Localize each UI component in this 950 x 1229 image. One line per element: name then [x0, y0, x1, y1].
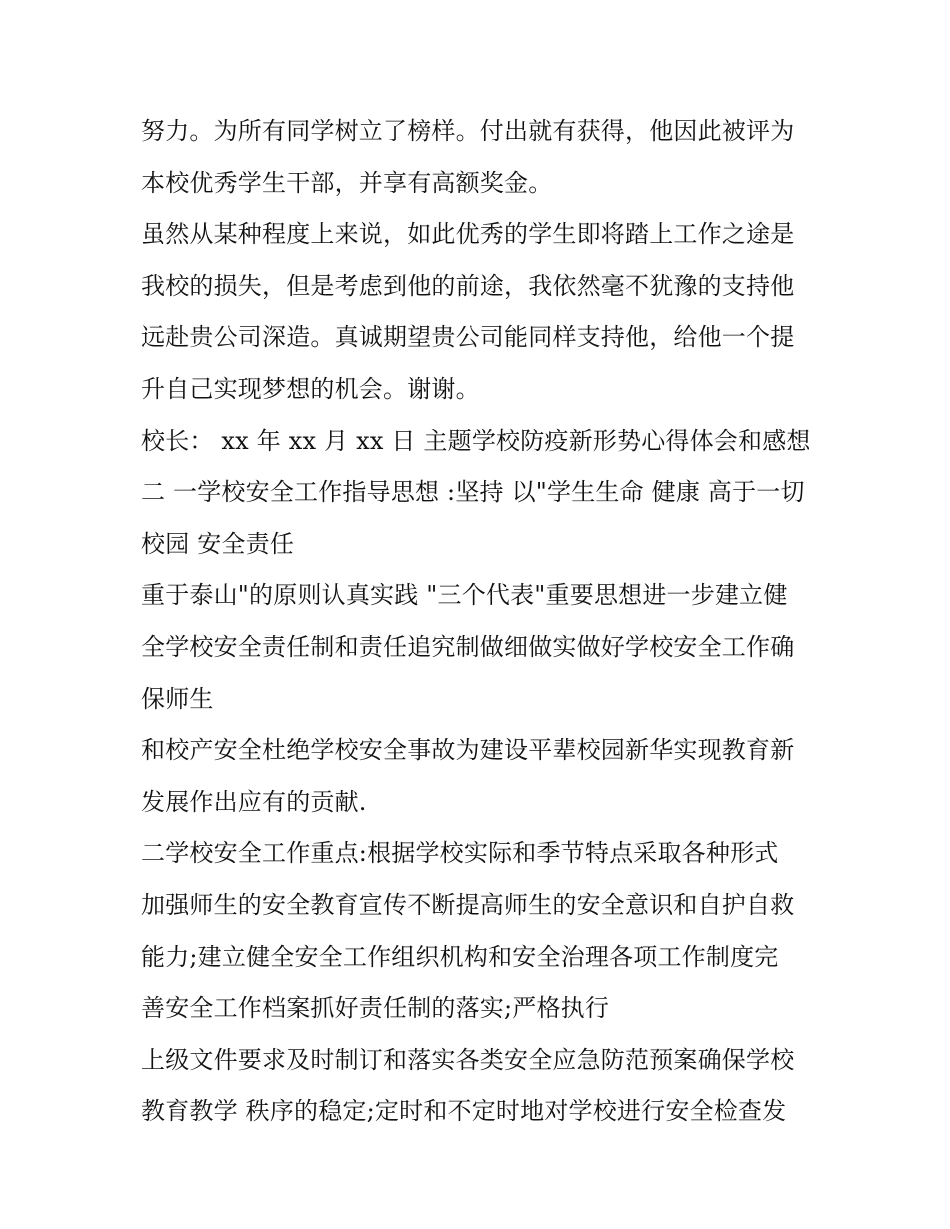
- text-line: 善安全工作档案抓好责任制的落实;严格执行: [141, 994, 610, 1023]
- document-body: [141, 106, 831, 1138]
- text-line: 远赴贵公司深造。真诚期望贵公司能同样支持他，给他一个提: [141, 323, 795, 352]
- text-line: 保师生: [141, 684, 214, 713]
- text-line: 本校优秀学生干部，并享有高额奖金。: [141, 168, 553, 197]
- text-line: 校园 安全责任: [141, 529, 295, 558]
- text-line: 加强师生的安全教育宣传不断提高师生的安全意识和自护自救: [141, 890, 795, 919]
- text-line: 能力;建立健全安全工作组织机构和安全治理各项工作制度完: [141, 942, 779, 971]
- text-line: 升自己实现梦想的机会。谢谢。: [141, 374, 480, 403]
- text-line: 二学校安全工作重点:根据学校实际和季节特点采取各种形式: [141, 839, 779, 868]
- text-line: 发展作出应有的贡献.: [141, 787, 367, 816]
- text-line: 校长： xx 年 xx 月 xx 日 主题学校防疫新形势心得体会和感想: [141, 426, 811, 455]
- text-line: 努力。为所有同学树立了榜样。付出就有获得，他因此被评为: [141, 117, 795, 145]
- text-line: 我校的损失，但是考虑到他的前途，我依然毫不犹豫的支持他: [141, 271, 795, 300]
- text-line: 虽然从某种程度上来说，如此优秀的学生即将踏上工作之途是: [141, 220, 795, 249]
- text-line: 教育教学 秩序的稳定;定时和不定时地对学校进行安全检查发: [141, 1097, 787, 1126]
- text-line: 上级文件要求及时制订和落实各类安全应急防范预案确保学校: [141, 1045, 795, 1074]
- text-line: 二 一学校安全工作指导思想 :坚持 以"学生生命 健康 高于一切: [141, 478, 805, 507]
- text-line: 和校产安全杜绝学校安全事故为建设平辈校园新华实现教育新: [141, 736, 795, 765]
- text-line: 重于泰山"的原则认真实践 "三个代表"重要思想进一步建立健: [141, 581, 788, 610]
- text-line: 全学校安全责任制和责任追究制做细做实做好学校安全工作确: [141, 632, 795, 661]
